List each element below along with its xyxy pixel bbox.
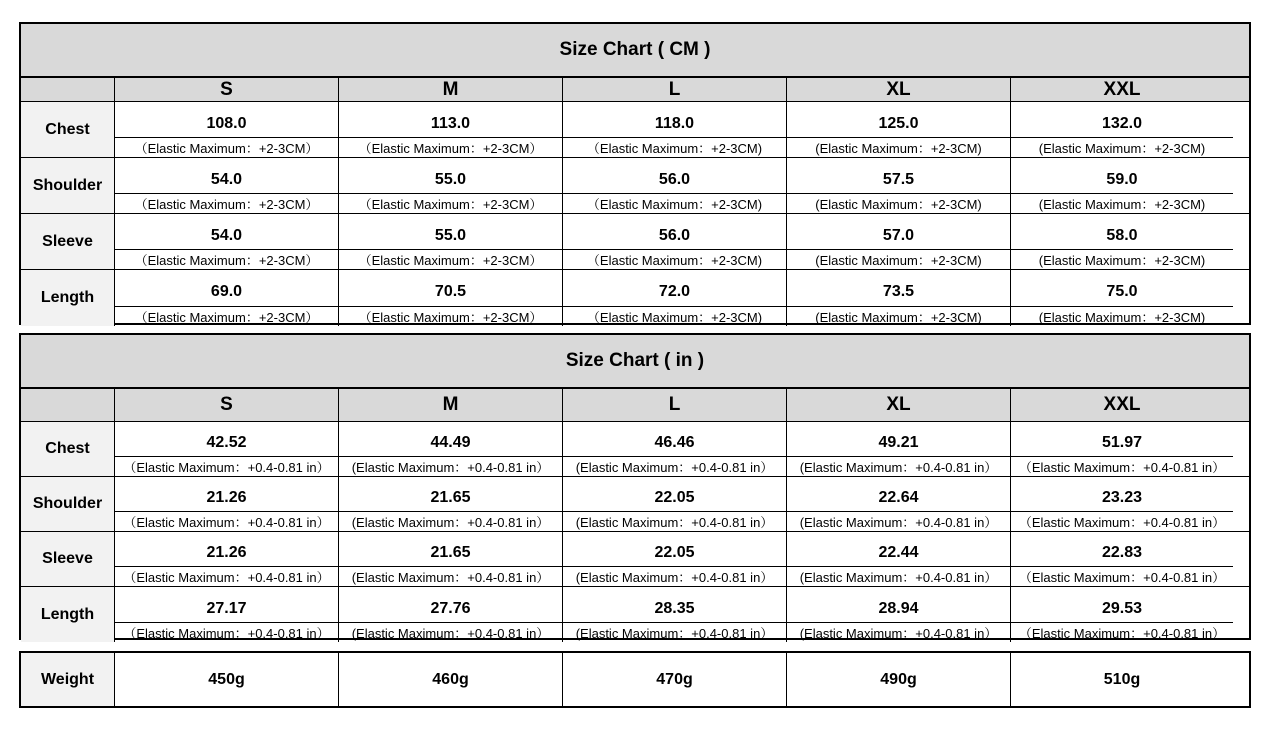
- elastic-note: (Elastic Maximum：+2-3CM): [1011, 249, 1233, 269]
- measurement-cell: [563, 422, 787, 476]
- elastic-note: (Elastic Maximum：+0.4-0.81 in）: [563, 511, 786, 531]
- measurement-value: 27.76: [430, 599, 471, 617]
- measurement-cell: [787, 102, 1011, 157]
- weight-table: [19, 651, 1251, 708]
- header-corner: [21, 389, 115, 421]
- elastic-note: (Elastic Maximum：+2-3CM): [787, 137, 1010, 157]
- elastic-note: (Elastic Maximum：+0.4-0.81 in）: [563, 566, 786, 586]
- elastic-note: (Elastic Maximum：+2-3CM): [1011, 193, 1233, 213]
- elastic-note: （Elastic Maximum：+0.4-0.81 in）: [1011, 566, 1233, 586]
- size-header: S: [115, 389, 339, 421]
- size-chart-in: [19, 333, 1251, 640]
- measurement-value: 75.0: [1106, 283, 1138, 300]
- measurement-cell: [115, 587, 339, 642]
- weight-value: 510g: [1103, 670, 1141, 688]
- measurement-value: 28.94: [878, 599, 919, 617]
- size-header: M: [339, 78, 563, 101]
- elastic-note: (Elastic Maximum：+0.4-0.81 in）: [787, 566, 1010, 586]
- elastic-note: (Elastic Maximum：+0.4-0.81 in）: [339, 622, 562, 642]
- elastic-note: (Elastic Maximum：+0.4-0.81 in）: [563, 622, 786, 642]
- measurement-label: Length: [21, 270, 115, 326]
- measurement-value: 125.0: [878, 114, 919, 132]
- measurement-value: 21.26: [206, 489, 247, 506]
- measurement-cell: [1011, 102, 1233, 157]
- measurement-cell: [115, 477, 339, 531]
- elastic-note: （Elastic Maximum：+0.4-0.81 in）: [115, 566, 338, 586]
- size-header-row: [21, 389, 1249, 422]
- measurement-value: 108.0: [206, 114, 247, 132]
- measurement-value: 46.46: [654, 434, 695, 451]
- elastic-note: (Elastic Maximum：+0.4-0.81 in）: [339, 566, 562, 586]
- size-chart-cm: [19, 22, 1251, 325]
- elastic-note: （Elastic Maximum：+0.4-0.81 in）: [115, 456, 338, 476]
- measurement-cell: [1011, 532, 1233, 586]
- elastic-note: （Elastic Maximum：+0.4-0.81 in）: [1011, 622, 1233, 642]
- measurement-value: 22.83: [1101, 544, 1143, 561]
- elastic-note: （Elastic Maximum：+2-3CM): [563, 193, 786, 213]
- measurement-label: Length: [21, 587, 115, 642]
- measurement-row: [21, 158, 1249, 214]
- measurement-value: 22.64: [878, 489, 919, 506]
- elastic-note: (Elastic Maximum：+0.4-0.81 in）: [339, 456, 562, 476]
- size-header: XXL: [1103, 78, 1141, 100]
- chart-title: Size Chart ( CM ): [21, 24, 1249, 78]
- elastic-note: （Elastic Maximum：+0.4-0.81 in）: [115, 511, 338, 531]
- measurement-value: 22.05: [654, 489, 695, 506]
- measurement-value: 132.0: [1101, 114, 1143, 132]
- elastic-note: (Elastic Maximum：+0.4-0.81 in）: [563, 456, 786, 476]
- in-rows: [21, 422, 1249, 642]
- measurement-label: Sleeve: [21, 214, 115, 269]
- measurement-cell: [1011, 477, 1233, 531]
- measurement-value: 27.17: [206, 599, 247, 617]
- measurement-cell: [787, 587, 1011, 642]
- elastic-note: （Elastic Maximum：+2-3CM）: [339, 306, 562, 326]
- measurement-cell: [115, 158, 339, 213]
- measurement-value: 59.0: [1106, 170, 1138, 188]
- measurement-row: [21, 532, 1249, 587]
- measurement-row: [21, 102, 1249, 158]
- elastic-note: (Elastic Maximum：+2-3CM): [1011, 137, 1233, 157]
- elastic-note: （Elastic Maximum：+0.4-0.81 in）: [1011, 511, 1233, 531]
- measurement-row: [21, 422, 1249, 477]
- size-header: XL: [787, 389, 1011, 421]
- measurement-cell: [563, 587, 787, 642]
- measurement-label: Chest: [21, 102, 115, 157]
- elastic-note: （Elastic Maximum：+2-3CM）: [115, 193, 338, 213]
- measurement-value: 28.35: [654, 599, 695, 617]
- measurement-cell: [115, 270, 339, 326]
- measurement-value: 51.97: [1101, 434, 1143, 451]
- elastic-note: （Elastic Maximum：+0.4-0.81 in）: [115, 622, 338, 642]
- measurement-value: 29.53: [1101, 599, 1143, 617]
- elastic-note: (Elastic Maximum：+0.4-0.81 in）: [339, 511, 562, 531]
- measurement-cell: [339, 270, 563, 326]
- measurement-cell: [339, 532, 563, 586]
- measurement-value: 55.0: [434, 226, 467, 244]
- measurement-cell: [787, 214, 1011, 269]
- measurement-label: Sleeve: [21, 532, 115, 586]
- measurement-value: 58.0: [1106, 226, 1138, 244]
- measurement-cell: [563, 270, 787, 326]
- measurement-cell: [563, 102, 787, 157]
- measurement-cell: [115, 102, 339, 157]
- elastic-note: （Elastic Maximum：+0.4-0.81 in）: [1011, 456, 1233, 476]
- measurement-value: 21.65: [430, 544, 471, 561]
- size-header: S: [115, 78, 339, 101]
- measurement-cell: [787, 270, 1011, 326]
- measurement-cell: [339, 102, 563, 157]
- elastic-note: （Elastic Maximum：+2-3CM): [563, 249, 786, 269]
- weight-value: 460g: [339, 653, 563, 706]
- weight-value: 470g: [563, 653, 787, 706]
- measurement-value: 21.26: [206, 544, 247, 561]
- measurement-row: [21, 477, 1249, 532]
- elastic-note: (Elastic Maximum：+2-3CM): [787, 249, 1010, 269]
- measurement-value: 118.0: [654, 114, 695, 132]
- elastic-note: （Elastic Maximum：+2-3CM): [563, 306, 786, 326]
- measurement-cell: [339, 158, 563, 213]
- measurement-value: 23.23: [1101, 489, 1143, 506]
- measurement-cell: [1011, 158, 1233, 213]
- measurement-cell: [563, 158, 787, 213]
- measurement-cell: [115, 422, 339, 476]
- measurement-cell: [115, 532, 339, 586]
- measurement-value: 69.0: [210, 283, 243, 300]
- size-header-row: [21, 78, 1249, 102]
- size-header: M: [339, 389, 563, 421]
- measurement-row: [21, 270, 1249, 326]
- elastic-note: (Elastic Maximum：+2-3CM): [787, 193, 1010, 213]
- measurement-row: [21, 587, 1249, 642]
- measurement-value: 72.0: [658, 283, 691, 300]
- elastic-note: （Elastic Maximum：+2-3CM）: [115, 137, 338, 157]
- measurement-value: 55.0: [434, 170, 467, 188]
- measurement-cell: [1011, 214, 1233, 269]
- measurement-value: 44.49: [430, 434, 471, 451]
- measurement-cell: [115, 214, 339, 269]
- elastic-note: （Elastic Maximum：+2-3CM）: [339, 249, 562, 269]
- measurement-cell: [787, 532, 1011, 586]
- elastic-note: （Elastic Maximum：+2-3CM）: [115, 249, 338, 269]
- header-corner: [21, 78, 115, 101]
- measurement-cell: [1011, 587, 1233, 642]
- measurement-value: 49.21: [878, 434, 919, 451]
- measurement-label: Chest: [21, 422, 115, 476]
- cm-rows: [21, 102, 1249, 326]
- measurement-value: 42.52: [206, 434, 247, 451]
- measurement-cell: [339, 422, 563, 476]
- measurement-value: 73.5: [882, 283, 915, 300]
- measurement-label: Shoulder: [21, 477, 115, 531]
- measurement-cell: [787, 158, 1011, 213]
- measurement-value: 56.0: [658, 170, 691, 188]
- measurement-value: 54.0: [210, 170, 243, 188]
- weight-value: 490g: [787, 653, 1011, 706]
- elastic-note: (Elastic Maximum：+0.4-0.81 in）: [787, 456, 1010, 476]
- weight-value: 450g: [115, 653, 339, 706]
- size-header: L: [563, 78, 787, 101]
- measurement-cell: [339, 587, 563, 642]
- elastic-note: (Elastic Maximum：+2-3CM): [1011, 306, 1233, 326]
- measurement-value: 22.05: [654, 544, 695, 561]
- measurement-value: 56.0: [658, 226, 691, 244]
- measurement-cell: [563, 214, 787, 269]
- measurement-cell: [339, 214, 563, 269]
- measurement-cell: [1011, 270, 1233, 326]
- measurement-cell: [563, 532, 787, 586]
- measurement-value: 113.0: [430, 114, 471, 132]
- measurement-value: 54.0: [210, 226, 243, 244]
- measurement-cell: [563, 477, 787, 531]
- size-header: L: [563, 389, 787, 421]
- elastic-note: （Elastic Maximum：+2-3CM): [563, 137, 786, 157]
- measurement-label: Shoulder: [21, 158, 115, 213]
- elastic-note: (Elastic Maximum：+0.4-0.81 in）: [787, 622, 1010, 642]
- elastic-note: （Elastic Maximum：+2-3CM）: [115, 306, 338, 326]
- elastic-note: (Elastic Maximum：+0.4-0.81 in）: [787, 511, 1010, 531]
- measurement-row: [21, 214, 1249, 270]
- measurement-value: 57.0: [882, 226, 915, 244]
- measurement-cell: [1011, 422, 1233, 476]
- measurement-value: 57.5: [882, 170, 915, 188]
- measurement-cell: [339, 477, 563, 531]
- elastic-note: (Elastic Maximum：+2-3CM): [787, 306, 1010, 326]
- weight-label: Weight: [21, 653, 115, 706]
- measurement-cell: [787, 477, 1011, 531]
- size-header: XL: [787, 78, 1011, 101]
- measurement-cell: [787, 422, 1011, 476]
- measurement-value: 21.65: [430, 489, 471, 506]
- measurement-value: 70.5: [434, 283, 467, 300]
- size-header: XXL: [1103, 394, 1141, 415]
- elastic-note: （Elastic Maximum：+2-3CM）: [339, 137, 562, 157]
- measurement-value: 22.44: [878, 544, 919, 561]
- chart-title: Size Chart ( in ): [21, 335, 1249, 389]
- elastic-note: （Elastic Maximum：+2-3CM）: [339, 193, 562, 213]
